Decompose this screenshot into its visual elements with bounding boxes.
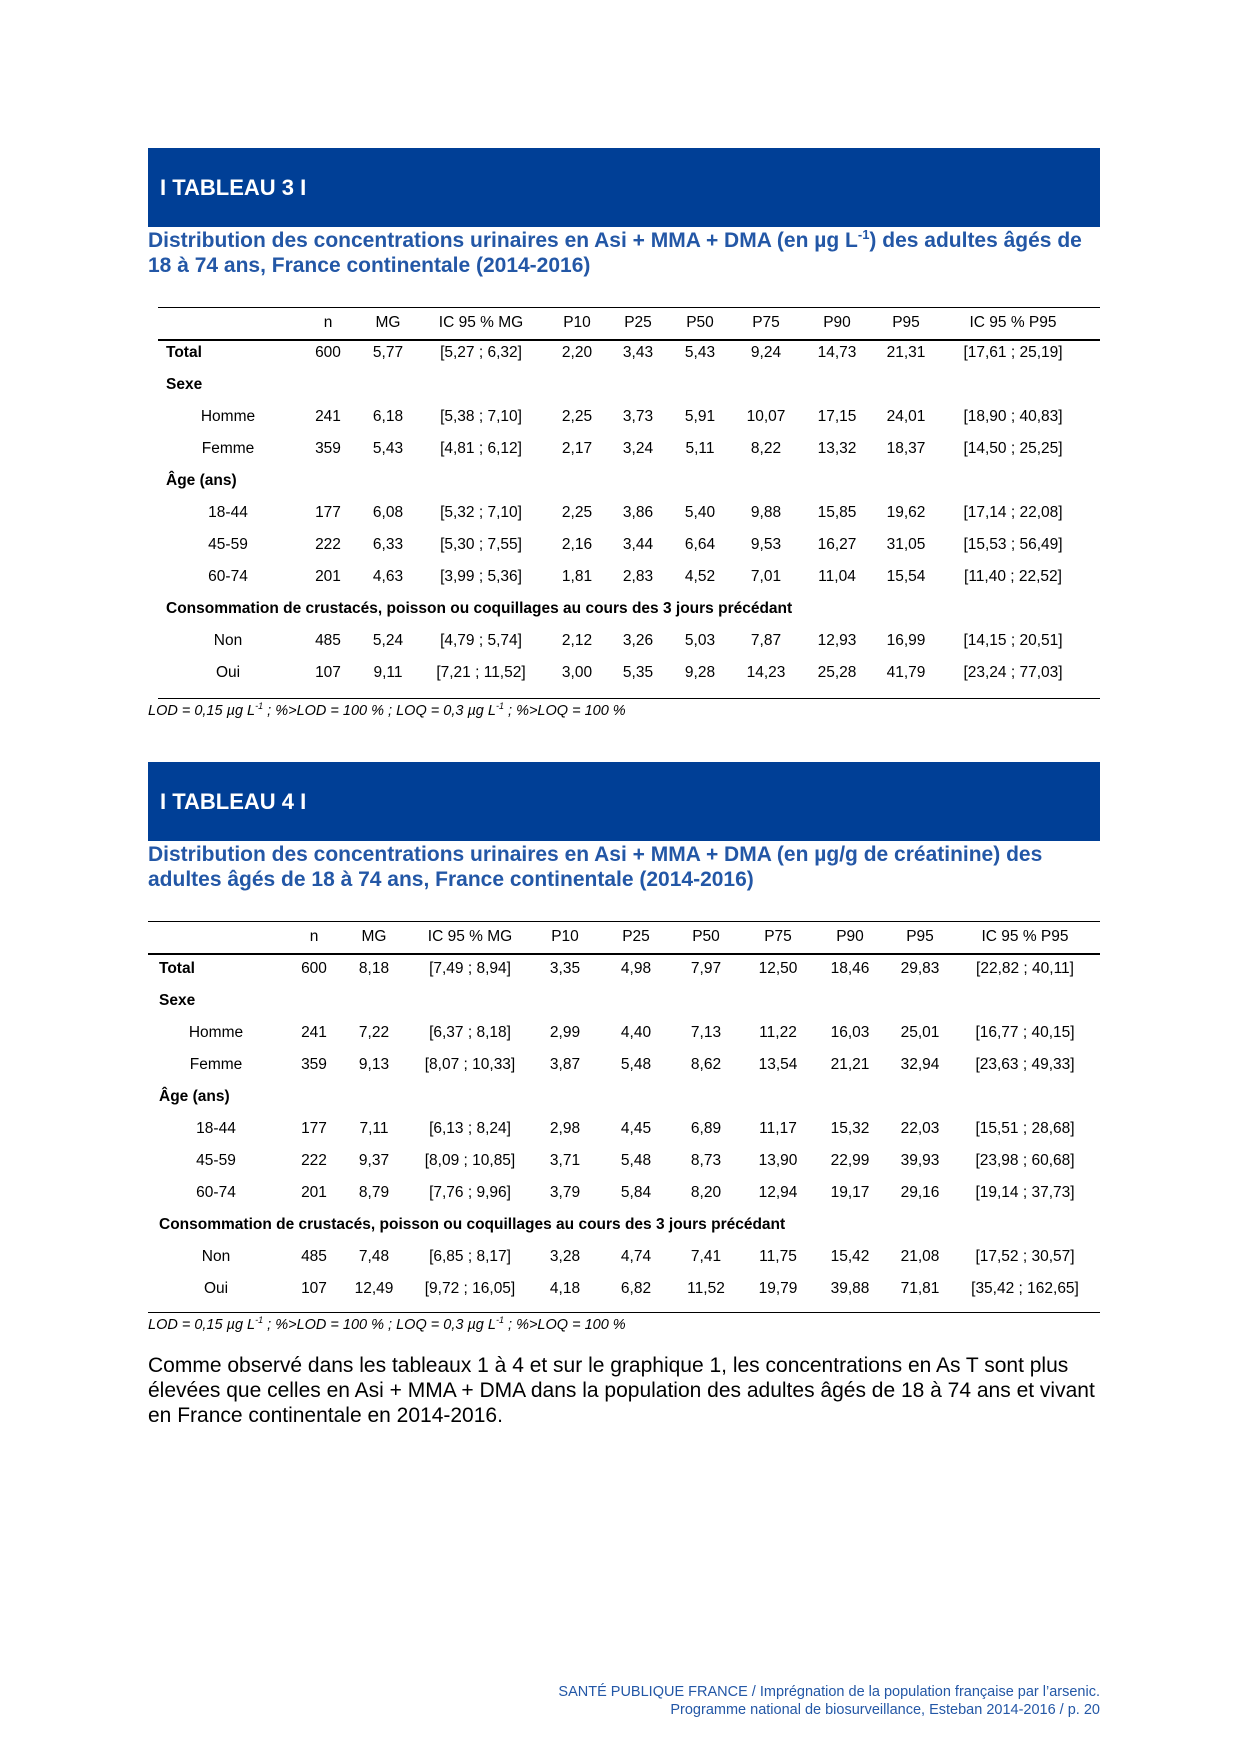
table-row [0,1017,1241,1049]
group-label: Consommation de crustacés, poisson ou coquillages au cours des 3 jours précédant [166,600,793,617]
table-cell: [9,72 ; 16,05] [424,1280,516,1297]
table-cell: [7,21 ; 11,52] [436,664,526,681]
table-cell: 6,64 [684,536,716,553]
column-header: IC 95 % MG [427,928,513,945]
table-cell: 2,17 [561,440,593,457]
table-cell: 12,93 [817,632,857,649]
table-row [0,1209,1241,1241]
table-cell: 7,41 [690,1248,722,1265]
table-cell: 16,99 [886,632,926,649]
table-cell: 4,63 [372,568,404,585]
table-row [0,1049,1241,1081]
table-cell: 12,94 [758,1184,798,1201]
column-header: P90 [823,314,851,331]
table-cell: 31,05 [886,536,926,553]
table-cell: 177 [301,1120,327,1137]
group-label: Âge (ans) [159,1088,230,1105]
table-cell: 16,03 [830,1024,870,1041]
table-cell: 6,89 [690,1120,722,1137]
table-cell: [6,13 ; 8,24] [429,1120,511,1137]
column-header: P75 [752,314,780,331]
table-cell: 15,42 [830,1248,870,1265]
row-label: 45-59 [196,1152,236,1169]
table-cell: [16,77 ; 40,15] [975,1024,1075,1041]
table-cell: 10,07 [746,408,786,425]
table-cell: 4,98 [620,960,652,977]
table3-banner [148,148,1100,227]
table-cell: 19,17 [830,1184,870,1201]
row-label: Total [159,960,195,977]
table-cell: [19,14 ; 37,73] [975,1184,1075,1201]
table-cell: 6,33 [372,536,404,553]
table-cell: [18,90 ; 40,83] [963,408,1063,425]
group-label: Âge (ans) [166,472,237,489]
table-cell: 5,03 [684,632,716,649]
table-cell: 11,22 [759,1024,797,1041]
table-cell: 8,79 [358,1184,390,1201]
column-header: P10 [551,928,579,945]
table-header-row [0,307,1241,339]
row-label: 45-59 [208,536,248,553]
table-cell: 7,22 [358,1024,390,1041]
table-cell: [8,07 ; 10,33] [424,1056,516,1073]
table-cell: 4,52 [684,568,716,585]
row-label: Femme [201,440,255,457]
table-cell: [5,38 ; 7,10] [440,408,522,425]
table-cell: 485 [315,632,341,649]
table-cell: 241 [301,1024,327,1041]
table-cell: 3,24 [622,440,654,457]
table-cell: 25,01 [900,1024,940,1041]
table-cell: 14,73 [817,344,857,361]
table-cell: 7,13 [690,1024,722,1041]
table-cell: 21,08 [900,1248,940,1265]
table-cell: 5,91 [684,408,716,425]
table-cell: 359 [301,1056,327,1073]
table-cell: 22,99 [830,1152,870,1169]
table-cell: 5,77 [372,344,404,361]
table-cell: 1,81 [561,568,593,585]
table-cell: 39,88 [830,1280,870,1297]
table-cell: 201 [315,568,341,585]
column-header: P25 [622,928,650,945]
column-header: IC 95 % P95 [969,314,1057,331]
column-header: MG [361,928,387,945]
column-header: n [323,314,333,331]
table-cell: 5,48 [620,1152,652,1169]
table-cell: 39,93 [900,1152,940,1169]
table-cell: 3,28 [549,1248,581,1265]
table-cell: 22,03 [900,1120,940,1137]
table-cell: 11,17 [759,1120,797,1137]
table-cell: 12,49 [354,1280,394,1297]
table-cell: 3,71 [549,1152,581,1169]
table-cell: 2,16 [561,536,593,553]
table-row [0,497,1241,529]
group-label: Consommation de crustacés, poisson ou coquillages au cours des 3 jours précédant [159,1216,786,1233]
table-cell: 2,12 [561,632,593,649]
table-cell: 4,18 [549,1280,581,1297]
table-cell: 8,73 [690,1152,722,1169]
table-cell: [7,49 ; 8,94] [429,960,511,977]
table-cell: 29,83 [900,960,940,977]
table-row [0,985,1241,1017]
table-header-row [0,921,1241,953]
table-cell: 5,48 [620,1056,652,1073]
table-cell: [3,99 ; 5,36] [440,568,522,585]
table-cell: 18,46 [830,960,870,977]
table-cell: 11,52 [687,1280,725,1297]
table-cell: 5,43 [372,440,404,457]
table-cell: 29,16 [900,1184,940,1201]
table-cell: [35,42 ; 162,65] [971,1280,1079,1297]
table3-tag: I TABLEAU 3 I [160,175,307,200]
table-cell: 2,83 [622,568,654,585]
table-cell: 8,62 [690,1056,722,1073]
row-label: 60-74 [196,1184,236,1201]
table-cell: 7,01 [750,568,782,585]
table-cell: 8,20 [690,1184,722,1201]
column-header: P50 [692,928,720,945]
table-cell: [5,32 ; 7,10] [440,504,522,521]
table-cell: 8,22 [750,440,782,457]
table4-tag: I TABLEAU 4 I [160,789,307,814]
table-cell: 71,81 [900,1280,940,1297]
column-header: P25 [624,314,652,331]
table-cell: 222 [315,536,341,553]
column-header: P90 [836,928,864,945]
table-cell: [4,79 ; 5,74] [440,632,522,649]
table-cell: 9,53 [750,536,782,553]
table-cell: [6,37 ; 8,18] [429,1024,511,1041]
table-cell: 2,98 [549,1120,581,1137]
table-cell: 600 [301,960,327,977]
table-row [0,1113,1241,1145]
table-row [0,657,1241,689]
table-cell: 4,40 [620,1024,652,1041]
table-row [0,593,1241,625]
table-cell: 15,32 [830,1120,870,1137]
table-row [0,433,1241,465]
column-header: MG [375,314,401,331]
table-cell: 359 [315,440,341,457]
table-cell: 9,28 [684,664,716,681]
table-cell: 18,37 [886,440,926,457]
table-row [0,369,1241,401]
table-cell: 2,20 [561,344,593,361]
table-cell: 6,08 [372,504,404,521]
row-label: Non [213,632,243,649]
table-cell: 14,23 [746,664,786,681]
table-cell: 2,99 [549,1024,581,1041]
table-cell: 6,82 [620,1280,652,1297]
table-cell: 13,54 [758,1056,798,1073]
table-cell: 4,74 [620,1248,652,1265]
table-cell: 3,44 [622,536,654,553]
table-row [0,561,1241,593]
table-cell: 5,84 [620,1184,652,1201]
table-row [0,401,1241,433]
row-label: 60-74 [208,568,248,585]
table-row [0,337,1241,369]
table-cell: [7,76 ; 9,96] [429,1184,511,1201]
table-cell: 13,90 [758,1152,798,1169]
row-label: Total [166,344,202,361]
column-header: IC 95 % P95 [981,928,1069,945]
table-cell: 9,88 [750,504,782,521]
table-cell: 21,31 [886,344,926,361]
table-cell: 2,25 [561,504,593,521]
table-cell: 7,87 [750,632,782,649]
table-cell: [11,40 ; 22,52] [964,568,1062,585]
table-cell: 16,27 [817,536,857,553]
table-cell: [15,53 ; 56,49] [963,536,1063,553]
table-cell: [23,63 ; 49,33] [975,1056,1075,1073]
table-cell: 8,18 [358,960,390,977]
table-cell: [17,14 ; 22,08] [963,504,1063,521]
table-cell: 15,54 [886,568,926,585]
table-cell: 3,86 [622,504,654,521]
table-cell: [23,98 ; 60,68] [975,1152,1075,1169]
column-header: P50 [686,314,714,331]
table-cell: 3,35 [549,960,581,977]
table-cell: 201 [301,1184,327,1201]
table-row [0,625,1241,657]
table3-title: Distribution des concentrations urinaires en Asi + MMA + DMA (en µg $L^{-1}$) des adultes âgés de 18 à 74 ans, France continentale (2014-2016) [148,227,1082,277]
table-cell: 107 [315,664,341,681]
table-row [0,529,1241,561]
table-cell: 241 [315,408,341,425]
footer-line2: Programme national de biosurveillance, Esteban 2014-2016 / p. 20 [670,1702,1100,1718]
table-cell: 107 [301,1280,327,1297]
table-cell: [15,51 ; 28,68] [975,1120,1075,1137]
table4-title: Distribution des concentrations urinaires en Asi + MMA + DMA (en µg/g de créatinine) des adultes âgés de 18 à 74 ans, France continentale (2014-2016) [148,843,1043,891]
table-cell: 9,11 [373,664,403,681]
table-cell: 3,79 [549,1184,581,1201]
table-cell: 12,50 [758,960,798,977]
row-label: Oui [203,1280,229,1297]
table-row [0,1241,1241,1273]
column-header: P95 [906,928,934,945]
body-paragraph: Comme observé dans les tableaux 1 à 4 et sur le graphique 1, les concentrations en As T sont plus élevées que celles en Asi + MMA + DMA dans la population des adultes âgés de 18 à 74 ans et vivant en France continentale en 2014-2016. [148,1354,1095,1427]
table-cell: [17,52 ; 30,57] [975,1248,1075,1265]
table-cell: 600 [315,344,341,361]
table-cell: 24,01 [886,408,926,425]
column-header: n [309,928,319,945]
table-row [0,1081,1241,1113]
group-label: Sexe [159,992,196,1009]
table-cell: 5,11 [685,440,715,457]
table-cell: 177 [315,504,341,521]
table-cell: [8,09 ; 10,85] [424,1152,516,1169]
table4-bottom-rule [148,1312,1100,1313]
table-cell: 222 [301,1152,327,1169]
table-cell: 15,85 [817,504,857,521]
column-header: P75 [764,928,792,945]
table-cell: 5,35 [622,664,654,681]
table-cell: 5,24 [372,632,404,649]
table-row [0,465,1241,497]
column-header: IC 95 % MG [438,314,524,331]
table-row [0,1145,1241,1177]
table-cell: [5,30 ; 7,55] [440,536,522,553]
table-cell: 3,73 [622,408,654,425]
row-label: Femme [189,1056,243,1073]
table-cell: 25,28 [817,664,857,681]
table-cell: 3,43 [622,344,654,361]
table-cell: 9,37 [358,1152,390,1169]
table4-banner [148,762,1100,841]
table-cell: 6,18 [372,408,404,425]
table-cell: 19,79 [758,1280,798,1297]
table-cell: 9,13 [358,1056,390,1073]
column-header: P10 [563,314,591,331]
row-label: Homme [188,1024,244,1041]
table-cell: 2,25 [561,408,593,425]
footer [558,1683,1100,1719]
table-cell: [22,82 ; 40,11] [976,960,1074,977]
table-cell: 13,32 [817,440,857,457]
table-cell: 11,04 [818,568,856,585]
table-cell: [14,15 ; 20,51] [963,632,1063,649]
table-cell: 5,43 [684,344,716,361]
table3-bottom-rule [158,698,1100,699]
row-label: 18-44 [208,504,248,521]
table-cell: 4,45 [620,1120,652,1137]
footer-line1: SANTÉ PUBLIQUE FRANCE / Imprégnation de la population française par l’arsenic. [558,1684,1100,1700]
table-row [0,1273,1241,1305]
table-cell: 3,00 [561,664,593,681]
table-row [0,953,1241,985]
table-cell: [23,24 ; 77,03] [963,664,1063,681]
group-label: Sexe [166,376,203,393]
table-cell: 7,11 [359,1120,389,1137]
table-row [0,1177,1241,1209]
row-label: Non [201,1248,231,1265]
table3-note: LOD = 0,15 µg $L^{-1}$ ; %>LOD = 100 % ; LOQ = 0,3 µg $L^{-1}$ ; %>LOQ = 100 % [148,701,626,719]
table4-note: LOD = 0,15 µg $L^{-1}$ ; %>LOD = 100 % ; LOQ = 0,3 µg $L^{-1}$ ; %>LOQ = 100 % [148,1315,626,1333]
table-cell: [5,27 ; 6,32] [440,344,522,361]
table-cell: [17,61 ; 25,19] [963,344,1063,361]
table-cell: 7,97 [690,960,722,977]
row-label: Homme [200,408,256,425]
table-cell: 21,21 [830,1056,870,1073]
table-cell: 11,75 [759,1248,797,1265]
table-cell: 32,94 [900,1056,940,1073]
table-cell: [4,81 ; 6,12] [440,440,522,457]
table-cell: 41,79 [886,664,926,681]
table-cell: 3,87 [549,1056,581,1073]
table-cell: 7,48 [358,1248,390,1265]
table-cell: 485 [301,1248,327,1265]
row-label: Oui [215,664,241,681]
table-cell: 5,40 [684,504,716,521]
table-cell: [14,50 ; 25,25] [963,440,1063,457]
table-cell: 9,24 [750,344,782,361]
table-cell: [6,85 ; 8,17] [429,1248,511,1265]
row-label: 18-44 [196,1120,236,1137]
table-cell: 19,62 [886,504,926,521]
table-cell: 3,26 [622,632,654,649]
table-cell: 17,15 [817,408,857,425]
column-header: P95 [892,314,920,331]
